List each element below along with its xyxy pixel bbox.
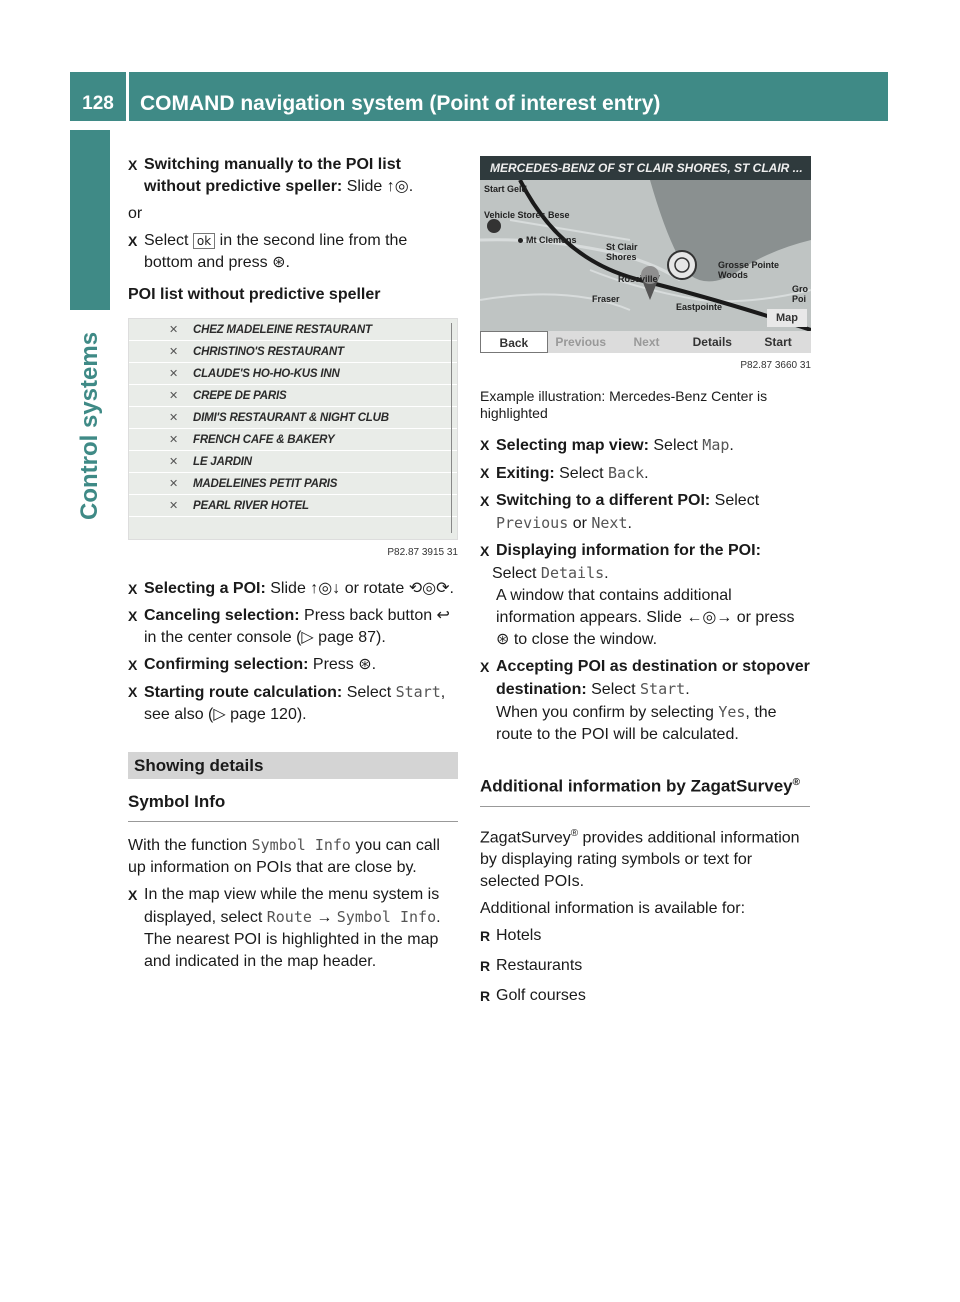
softkey-back: Back — [480, 331, 548, 353]
step-marker-icon: X — [128, 887, 138, 903]
ok-key-icon: ok — [193, 233, 215, 249]
map-screenshot — [480, 156, 811, 353]
text: ZagatSurvey — [480, 828, 571, 846]
step-title: Exiting: — [496, 465, 555, 482]
step-title: Confirming selection: — [144, 656, 309, 673]
paragraph: Additional information is available for: — [480, 899, 746, 917]
step-text: . — [604, 565, 609, 582]
poi-name: CLAUDE'S HO-HO-KUS INN — [193, 367, 340, 380]
text: With the function — [128, 837, 252, 854]
poi-name: DIMI'S RESTAURANT & NIGHT CLUB — [193, 411, 389, 424]
list-item — [129, 385, 457, 407]
restaurant-icon: ✕ — [169, 499, 179, 512]
step-result: A window that contains additional information appears. Slide ←◎→ or press ⊛ to close the window. — [496, 587, 795, 648]
menu-code: Start — [395, 683, 441, 701]
step-marker-icon: X — [480, 493, 490, 509]
softkey-start: Start — [764, 335, 792, 349]
step-switch-poi — [480, 490, 810, 535]
step-title: Selecting a POI: — [144, 580, 266, 597]
step-text: . — [436, 909, 441, 926]
paragraph — [128, 834, 458, 879]
step-confirming — [128, 654, 458, 676]
header-divider — [126, 72, 129, 121]
registered-mark: ® — [570, 827, 579, 839]
poi-list-heading: POI list without predictive speller — [128, 286, 381, 303]
step-title: Accepting POI as destination or stopover destination: — [496, 658, 810, 698]
restaurant-icon: ✕ — [169, 477, 179, 490]
step-title: Displaying information for the POI: — [496, 542, 761, 559]
step-text: . — [685, 681, 690, 698]
page-title: COMAND navigation system (Point of interest entry) — [140, 92, 661, 115]
list-item — [480, 925, 810, 947]
step-text: In the map view while the menu system is displayed, select — [144, 886, 440, 926]
softkey-previous: Previous — [555, 335, 607, 349]
step-marker-icon: X — [128, 581, 138, 597]
list-text: Restaurants — [496, 956, 583, 974]
step-marker-icon: X — [480, 543, 490, 559]
list-item — [129, 341, 457, 363]
step-switch-manually — [128, 154, 458, 198]
poi-name: LE JARDIN — [193, 455, 252, 468]
step-text: Select — [342, 684, 396, 701]
list-text: Golf courses — [496, 986, 586, 1004]
map-dot — [518, 238, 523, 243]
list-item — [129, 451, 457, 473]
poi-list-screenshot — [128, 318, 458, 540]
menu-code: Previous — [496, 514, 569, 532]
list-item — [480, 985, 810, 1007]
bullet-marker-icon: R — [480, 957, 491, 974]
text: , the route to the POI will be calculated. — [496, 704, 777, 743]
map-label: St Clair Shores — [606, 242, 638, 262]
step-text: Press back button ↩ in the center console (▷ page 87). — [144, 607, 450, 646]
step-text: Select — [554, 465, 609, 482]
step-result: The nearest POI is highlighted in the map and indicated in the map header. — [144, 931, 439, 970]
step-title: Selecting map view: — [496, 437, 649, 454]
step-text: Select — [648, 437, 703, 454]
map-label: Grosse Pointe Woods — [718, 260, 780, 280]
map-label: Fraser — [592, 294, 620, 304]
side-tab-marker — [70, 130, 110, 310]
paragraph — [480, 823, 810, 893]
or-text: or — [128, 205, 143, 222]
step-map-view — [128, 884, 458, 973]
step-text: . — [644, 465, 649, 482]
map-label: Mt Clemens — [526, 235, 577, 245]
arrow-icon: → — [311, 909, 337, 926]
step-select-ok — [128, 230, 458, 274]
step-title: Starting route calculation: — [144, 684, 343, 701]
side-tab-label: Control systems — [76, 331, 103, 520]
step-title: Switching to a different POI: — [496, 492, 711, 509]
list-item — [129, 363, 457, 385]
right-column — [480, 388, 810, 1015]
step-text: Select — [586, 681, 641, 698]
step-marker-icon: X — [480, 659, 490, 675]
list-item — [129, 495, 457, 517]
step-text: in the second line from the bottom and press ⊛. — [144, 232, 408, 271]
poi-name: CHRISTINO'S RESTAURANT — [193, 345, 344, 358]
poi-name: FRENCH CAFE & BAKERY — [193, 433, 335, 446]
step-text: Slide ↑◎↓ or rotate ⟲◎⟳. — [265, 580, 454, 597]
bullet-marker-icon: R — [480, 987, 491, 1004]
step-marker-icon: X — [128, 684, 138, 700]
map-softkey-bar — [480, 331, 811, 353]
restaurant-icon: ✕ — [169, 389, 179, 402]
step-marker-icon: X — [128, 233, 138, 249]
section-heading — [480, 772, 810, 807]
softkey-next: Next — [633, 335, 660, 349]
bullet-marker-icon: R — [480, 927, 491, 944]
poi-name: CHEZ MADELEINE RESTAURANT — [193, 323, 372, 336]
left-column — [128, 154, 458, 978]
text: When you confirm by selecting — [496, 704, 719, 721]
step-display-info — [480, 540, 810, 651]
registered-mark: ® — [792, 777, 801, 788]
figure-caption: Example illustration: Mercedes-Benz Center is highlighted — [480, 388, 768, 421]
list-item — [129, 407, 457, 429]
restaurant-icon: ✕ — [169, 433, 179, 446]
step-marker-icon: X — [128, 657, 138, 673]
menu-code: Start — [640, 680, 686, 698]
step-marker-icon: X — [128, 157, 138, 173]
menu-code: Back — [608, 464, 645, 482]
step-text: Slide ↑◎. — [342, 178, 414, 195]
poi-name: CREPE DE PARIS — [193, 389, 287, 402]
list-item — [129, 319, 457, 341]
menu-code: Symbol Info — [251, 836, 351, 854]
step-marker-icon: X — [480, 437, 490, 453]
map-header: MERCEDES-BENZ OF ST CLAIR SHORES, ST CLAIR ... — [480, 156, 811, 180]
restaurant-icon: ✕ — [169, 411, 179, 424]
map-label: Roseville — [618, 274, 658, 284]
step-route-calculation — [128, 681, 458, 726]
map-label: Vehicle Stores Bese — [484, 210, 570, 220]
restaurant-icon: ✕ — [169, 345, 179, 358]
step-map-view-select — [480, 434, 810, 457]
list-item — [129, 429, 457, 451]
step-text: , see also (▷ page 120). — [144, 684, 446, 723]
step-text: . — [627, 515, 632, 532]
text: you can call up information on POIs that are close by. — [128, 837, 440, 876]
map-label: Start Geld — [484, 184, 528, 194]
heading-text: Additional information by ZagatSurvey — [480, 776, 793, 796]
step-text: Select — [492, 565, 541, 582]
step-exiting — [480, 462, 810, 485]
menu-code: Symbol Info — [336, 908, 437, 926]
map-button: Map — [767, 309, 807, 327]
map-label: Eastpointe — [676, 302, 723, 312]
figure-code: P82.87 3660 31 — [740, 360, 811, 371]
restaurant-icon: ✕ — [169, 367, 179, 380]
step-text: or — [568, 515, 592, 532]
step-title: Canceling selection: — [144, 607, 300, 624]
step-text: Select — [144, 232, 193, 249]
menu-code: Route — [266, 908, 312, 926]
list-item — [480, 955, 810, 977]
step-text: Press ⊛. — [308, 656, 377, 673]
step-accept-destination — [480, 656, 810, 746]
text: provides additional information by displaying rating symbols or text for selected POIs. — [480, 828, 800, 890]
step-title: Switching manually to the POI list without predictive speller: — [144, 156, 401, 195]
section-header: Showing details — [128, 752, 458, 779]
softkey-details: Details — [692, 335, 732, 349]
page-number: 128 — [82, 93, 114, 114]
menu-code: Map — [702, 436, 730, 454]
poi-name: PEARL RIVER HOTEL — [193, 499, 309, 512]
list-text: Hotels — [496, 926, 542, 944]
figure-code: P82.87 3915 31 — [387, 547, 458, 558]
restaurant-icon: ✕ — [169, 455, 179, 468]
menu-code: Details — [540, 564, 605, 582]
poi-name: MADELEINES PETIT PARIS — [193, 477, 338, 490]
scrollbar — [451, 323, 455, 533]
list-item — [129, 473, 457, 495]
menu-code: Next — [591, 514, 628, 532]
step-result — [496, 701, 810, 746]
step-marker-icon: X — [128, 608, 138, 624]
step-canceling — [128, 605, 458, 649]
subsection-heading: Symbol Info — [128, 791, 458, 822]
step-selecting-poi — [128, 578, 458, 600]
step-marker-icon: X — [480, 465, 490, 481]
step-text: . — [729, 437, 734, 454]
menu-code: Yes — [718, 703, 746, 721]
map-label: Gro Poi — [792, 284, 809, 304]
restaurant-icon: ✕ — [169, 323, 179, 336]
step-text: Select — [710, 492, 760, 509]
